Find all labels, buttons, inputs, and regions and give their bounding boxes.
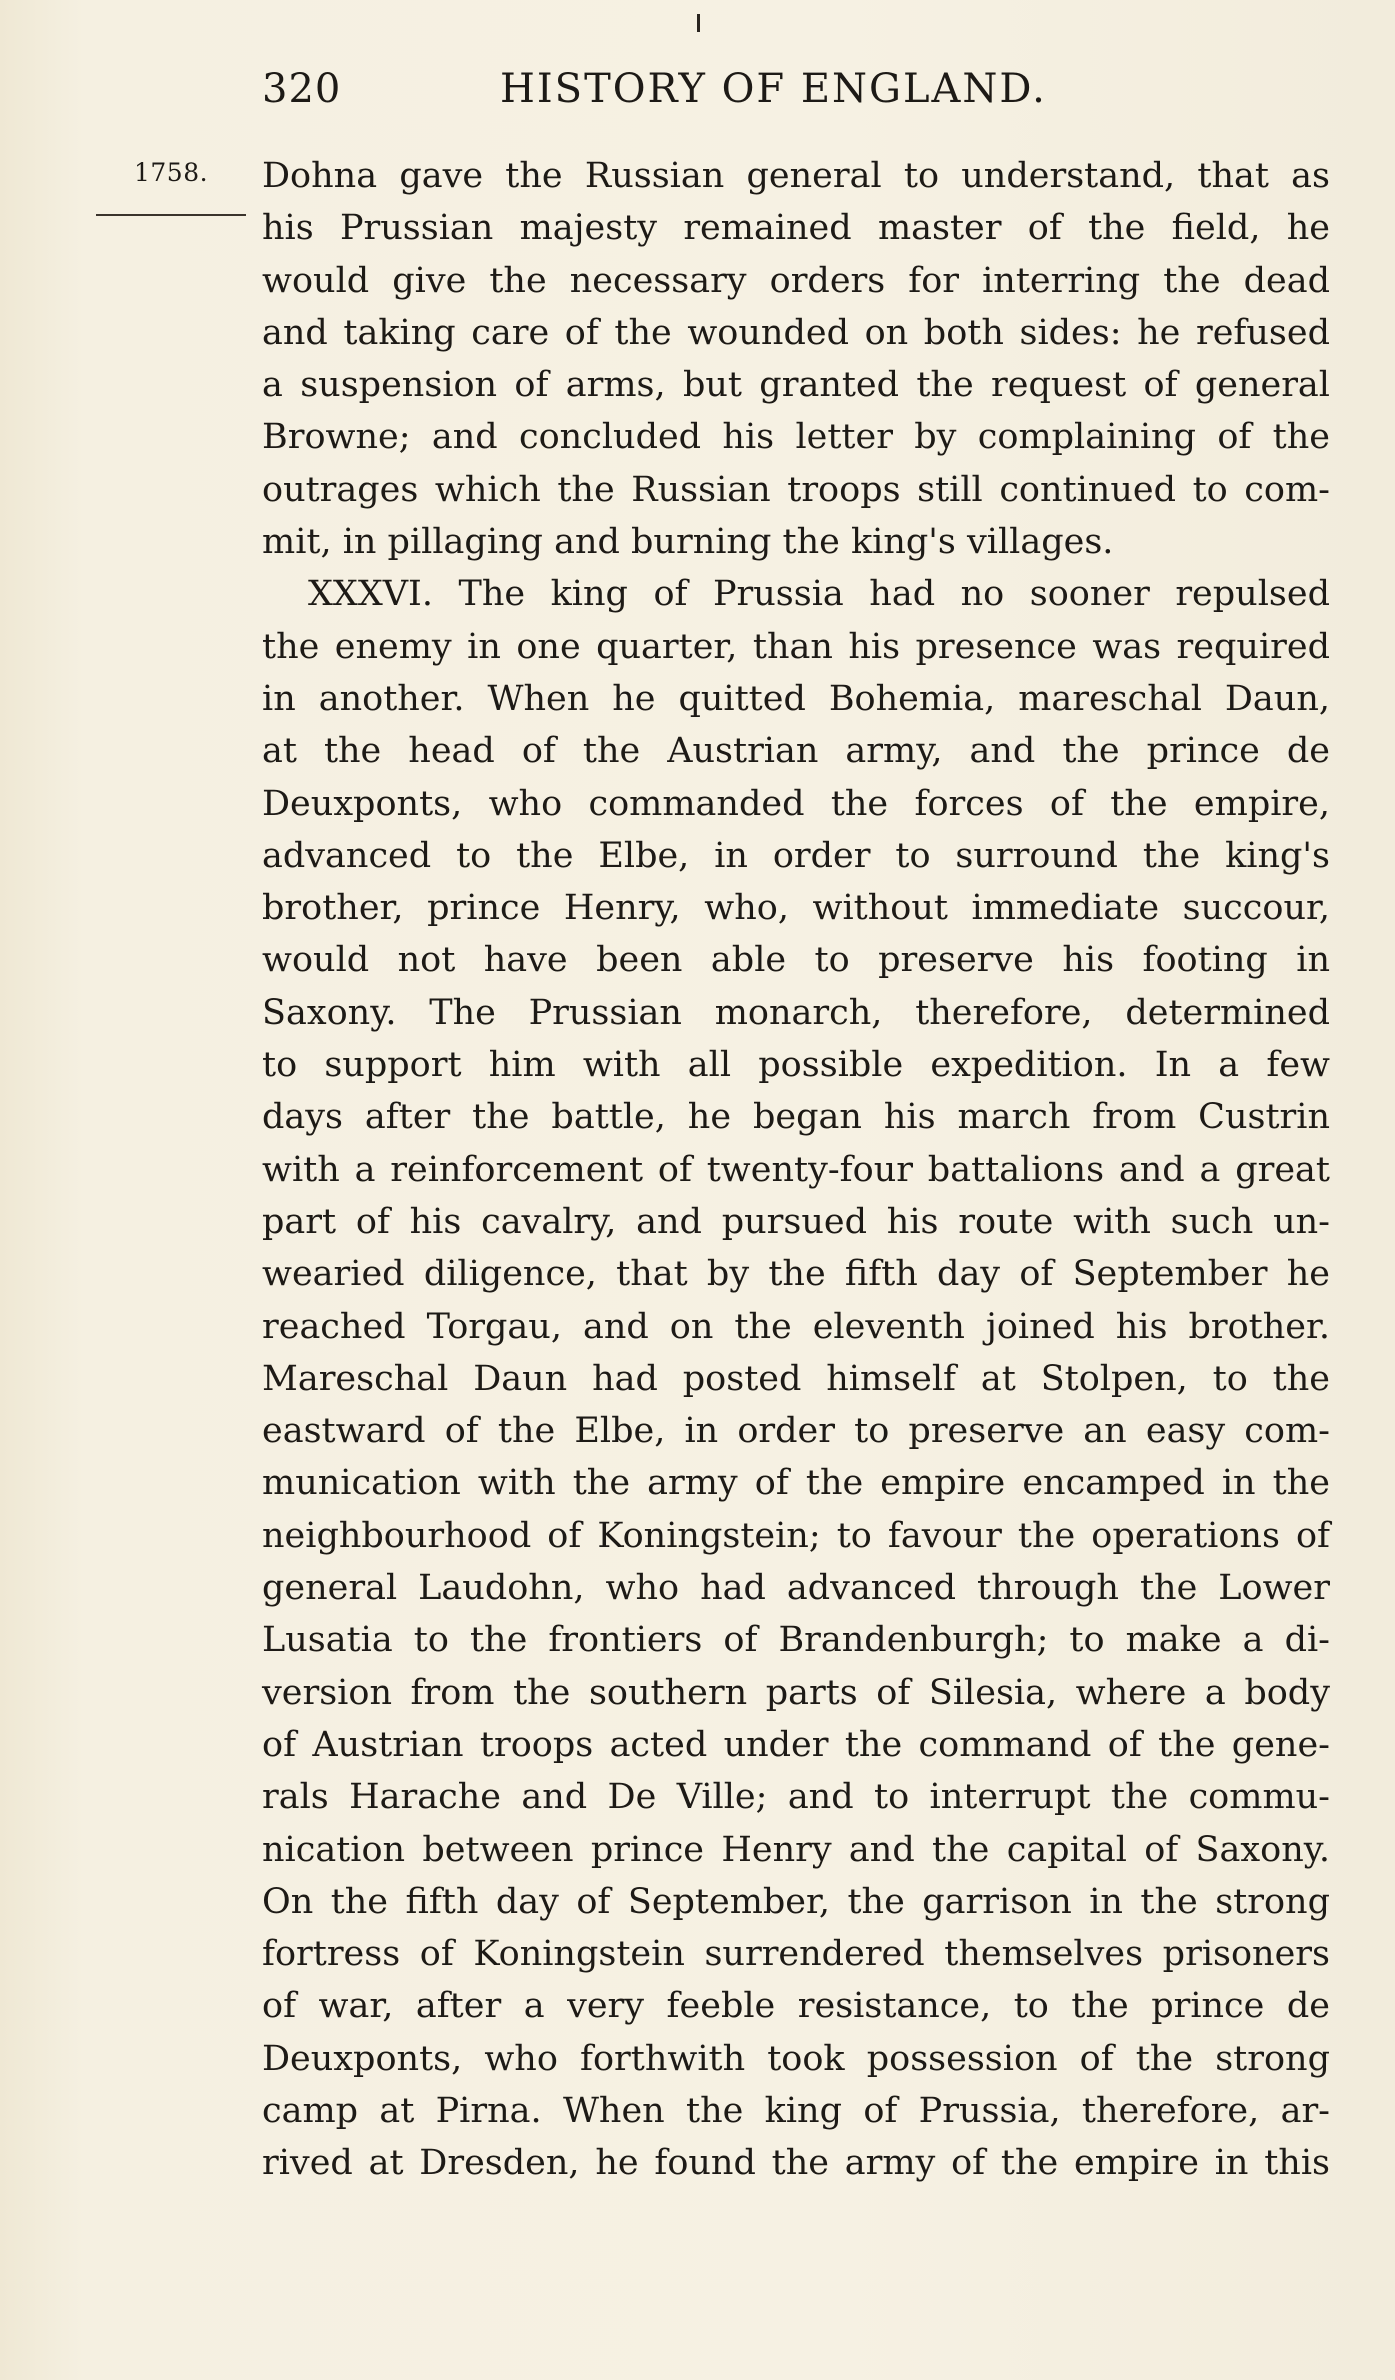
text-line: Dohna gave the Russian general to understand, that as	[262, 156, 1330, 196]
text-line: wearied diligence, that by the fifth day of September he	[262, 1254, 1330, 1295]
text-line: rived at Dresden, he found the army of the empire in this	[262, 2143, 1330, 2184]
text-line: his Prussian majesty remained master of the field, he	[262, 208, 1330, 249]
text-line: would not have been able to preserve his footing in	[262, 940, 1330, 981]
text-line: Saxony. The Prussian monarch, therefore, determined	[262, 992, 1330, 1033]
text-line: brother, prince Henry, who, without immediate succour,	[262, 888, 1330, 929]
text-line: Deuxponts, who forthwith took possession of the strong	[262, 2038, 1330, 2079]
text-line: part of his cavalry, and pursued his route with such un-	[262, 1201, 1330, 1242]
text-line: munication with the army of the empire encamped in the	[262, 1463, 1330, 1504]
text-line: Browne; and concluded his letter by complaining of the	[262, 417, 1330, 458]
text-line: reached Torgau, and on the eleventh joined his brother.	[262, 1306, 1330, 1347]
text-line: nication between prince Henry and the capital of Saxony.	[262, 1829, 1330, 1870]
body-text	[262, 150, 1330, 2190]
text-line: Lusatia to the frontiers of Brandenburgh; to make a di-	[262, 1620, 1330, 1661]
text-line: rals Harache and De Ville; and to interrupt the commu-	[262, 1777, 1330, 1818]
text-line: in another. When he quitted Bohemia, mareschal Daun,	[262, 678, 1330, 719]
text-line: outrages which the Russian troops still continued to com-	[262, 469, 1330, 510]
text-line: advanced to the Elbe, in order to surround the king's	[262, 835, 1330, 876]
margin-rule	[96, 214, 246, 216]
text-line: eastward of the Elbe, in order to preserve an easy com-	[262, 1411, 1330, 1452]
text-line: general Laudohn, who had advanced through the Lower	[262, 1568, 1330, 1609]
text-line: mit, in pillaging and burning the king's villages.	[262, 522, 1114, 563]
text-line: of war, after a very feeble resistance, to the prince de	[262, 1986, 1330, 2027]
section-start-line: XXXVI. The king of Prussia had no sooner repulsed	[308, 574, 1330, 615]
text-line: with a reinforcement of twenty-four battalions and a great	[262, 1149, 1330, 1190]
running-head	[262, 66, 1312, 126]
text-line: camp at Pirna. When the king of Prussia, therefore, ar-	[262, 2090, 1330, 2131]
text-line: a suspension of arms, but granted the request of general	[262, 365, 1330, 406]
text-line: at the head of the Austrian army, and the prince de	[262, 731, 1330, 772]
text-line: would give the necessary orders for interring the dead	[262, 260, 1330, 301]
text-line: fortress of Koningstein surrendered themselves prisoners	[262, 1934, 1330, 1975]
text-line: neighbourhood of Koningstein; to favour the operations of	[262, 1515, 1330, 1556]
book-title: HISTORY OF ENGLAND.	[500, 66, 1047, 112]
printer-mark	[697, 14, 700, 32]
text-line: Deuxponts, who commanded the forces of the empire,	[262, 783, 1330, 824]
text-line: and taking care of the wounded on both sides: he refused	[262, 312, 1330, 353]
margin-year: 1758.	[134, 158, 209, 187]
text-line: the enemy in one quarter, than his presence was required	[262, 626, 1330, 667]
text-line: days after the battle, he began his march from Custrin	[262, 1097, 1330, 1138]
text-line: of Austrian troops acted under the command of the gene-	[262, 1724, 1330, 1765]
page-number: 320	[262, 66, 342, 112]
text-line: On the fifth day of September, the garrison in the strong	[262, 1881, 1330, 1922]
text-line: to support him with all possible expedition. In a few	[262, 1045, 1330, 1086]
text-line: version from the southern parts of Silesia, where a body	[262, 1672, 1330, 1713]
text-line: Mareschal Daun had posted himself at Stolpen, to the	[262, 1358, 1330, 1399]
